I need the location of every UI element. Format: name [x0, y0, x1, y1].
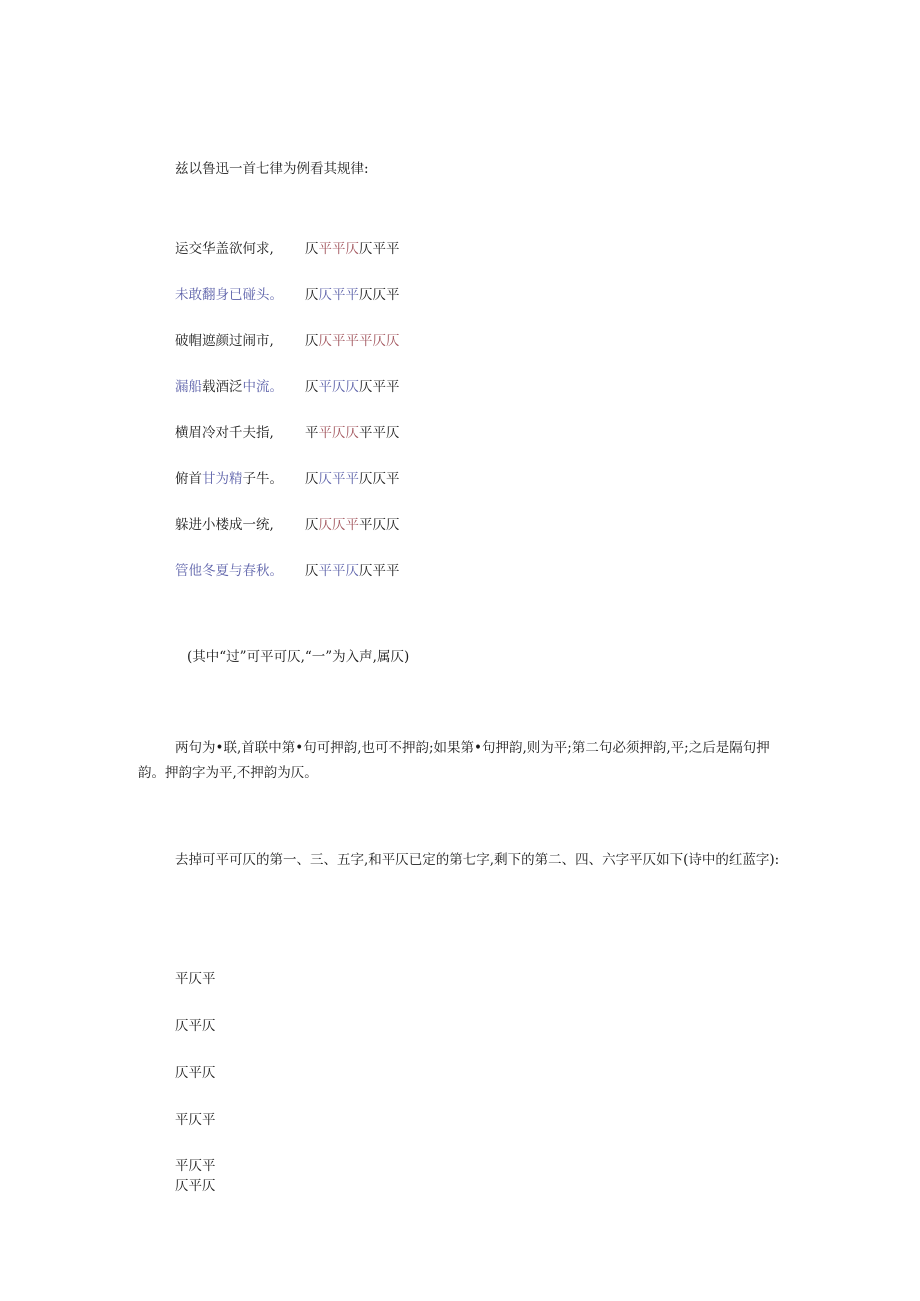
tone-segment: 平仄仄	[318, 379, 359, 395]
verse-segment: 漏船	[175, 379, 202, 395]
paragraph-tone-extraction-text: 去掉可平可仄的第一、三、五字,和平仄已定的第七字,剩下的第二、四、六字平仄如下(诗中的红蓝字):	[175, 852, 780, 868]
tone-segment: 仄平平	[359, 379, 400, 395]
tone-segment: 仄仄平	[359, 287, 400, 303]
tone-segment: 仄	[305, 471, 319, 487]
tone-segment: 仄	[305, 563, 319, 579]
intro-text: 兹以鲁迅一首七律为例看其规律:	[175, 161, 369, 177]
tone-segment: 仄平平	[359, 241, 400, 257]
verse-segment: 横眉冷对千夫指,	[175, 425, 274, 441]
tone-segment: 平仄仄	[318, 425, 359, 441]
tone-pattern-item: 仄平仄	[175, 1178, 216, 1194]
tone-segment: 仄仄平	[359, 471, 400, 487]
verse-segment: 甘为精	[202, 471, 243, 487]
tone-pattern	[305, 378, 400, 396]
tone-pattern	[305, 562, 400, 580]
tone-pattern	[305, 470, 400, 488]
paragraph-rhyme-rule	[138, 736, 788, 786]
tone-segment: 平	[305, 425, 319, 441]
tone-segment: 平仄仄	[359, 517, 400, 533]
tone-pattern-item: 仄平仄	[175, 1018, 216, 1034]
tone-pattern-item: 平仄平	[175, 1158, 216, 1174]
paragraph-tone-extraction	[138, 848, 788, 873]
tone-segment: 仄	[305, 241, 319, 257]
tone-pattern	[305, 424, 400, 442]
tone-pattern-item: 平仄平	[175, 971, 216, 987]
poem-verse	[175, 378, 283, 396]
tone-segment: 平平仄	[359, 425, 400, 441]
verse-segment: 载酒泛	[202, 379, 243, 395]
verse-segment: 躲进小楼成一统,	[175, 517, 274, 533]
tone-segment: 仄平平	[359, 563, 400, 579]
tone-segment: 仄平平	[318, 471, 359, 487]
tone-segment: 仄	[305, 379, 319, 395]
tone-segment: 仄平平平仄仄	[318, 333, 400, 349]
tone-pattern	[305, 286, 400, 304]
tone-segment: 仄	[305, 333, 319, 349]
verse-segment: 中流。	[242, 379, 283, 395]
verse-segment: 未敢翻身已碰头。	[175, 287, 283, 303]
poem-verse	[175, 470, 283, 488]
tone-segment: 仄	[305, 517, 319, 533]
tone-segment: 仄平平	[318, 287, 359, 303]
note-text: (其中“过”可平可仄,“一”为入声,属仄)	[187, 649, 410, 665]
tone-pattern-item: 平仄平	[175, 1112, 216, 1128]
tone-pattern	[305, 240, 400, 258]
verse-segment: 破帽遮颜过闹市,	[175, 333, 274, 349]
verse-segment: 管他冬夏与春秋。	[175, 563, 283, 579]
verse-segment: 俯首	[175, 471, 202, 487]
tone-segment: 平平仄	[318, 241, 359, 257]
poem-verse	[175, 332, 274, 350]
tone-pattern	[305, 516, 400, 534]
poem-verse	[175, 562, 283, 580]
tone-pattern-item: 仄平仄	[175, 1065, 216, 1081]
poem-verse	[175, 516, 274, 534]
verse-segment: 子牛。	[242, 471, 283, 487]
tone-segment: 平平仄	[318, 563, 359, 579]
poem-verse	[175, 424, 274, 442]
tone-segment: 仄仄平	[318, 517, 359, 533]
poem-verse	[175, 240, 274, 258]
tone-pattern	[305, 332, 400, 350]
verse-segment: 运交华盖欲何求,	[175, 241, 274, 257]
paragraph-rhyme-rule-text: 两句为•联,首联中第•句可押韵,也可不押韵;如果第•句押韵,则为平;第二句必须押韵,平;之后是隔句押韵。押韵字为平,不押韵为仄。	[138, 740, 770, 781]
poem-verse	[175, 286, 283, 304]
tone-segment: 仄	[305, 287, 319, 303]
